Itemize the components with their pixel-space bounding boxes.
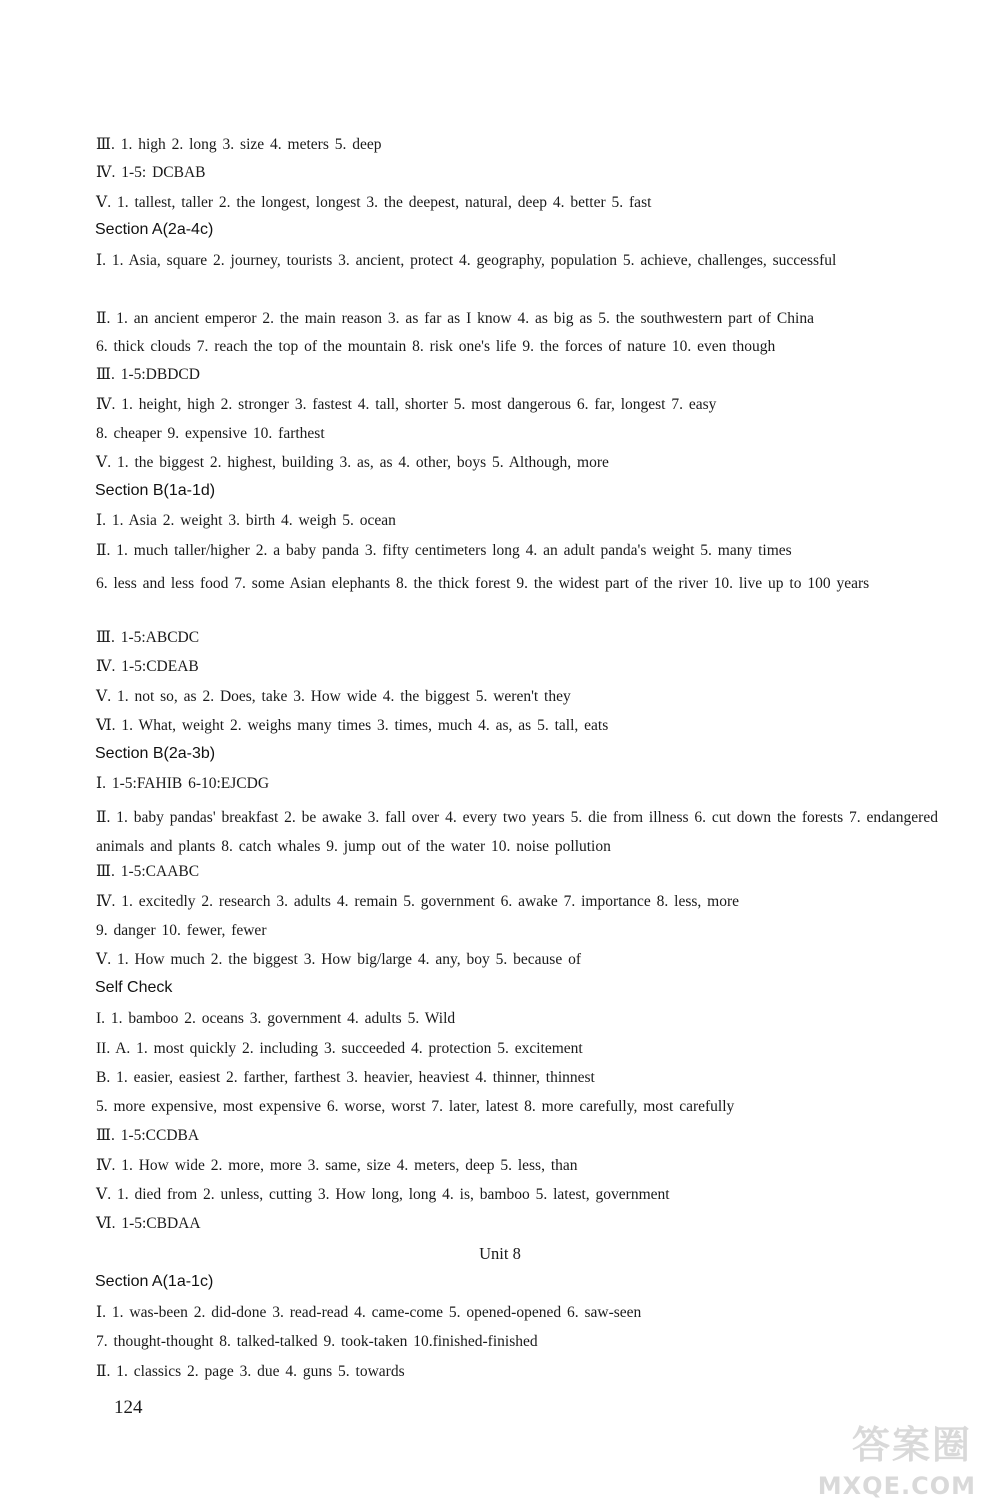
answer-line: Ⅱ. 1. much taller/higher 2. a baby panda 3. fifty centimeters long 4. an adult panda's weight 5. many times [96, 542, 792, 559]
answer-line: 5. more expensive, most expensive 6. worse, worst 7. later, latest 8. more carefully, most carefully [96, 1098, 735, 1115]
answer-line: Ⅰ. 1-5:FAHIB 6-10:EJCDG [96, 775, 270, 792]
section-heading: Section A(1a-1c) [95, 1273, 214, 1290]
answer-line: I. 1. bamboo 2. oceans 3. government 4. adults 5. Wild [96, 1010, 456, 1027]
answer-line: Ⅴ. 1. tallest, taller 2. the longest, longest 3. the deepest, natural, deep 4. better 5. fast [96, 194, 652, 211]
answer-line: 6. thick clouds 7. reach the top of the mountain 8. risk one's life 9. the forces of nature 10. even though [96, 338, 776, 355]
answer-line: Ⅳ. 1. height, high 2. stronger 3. fastest 4. tall, shorter 5. most dangerous 6. far, longest 7. easy [96, 396, 717, 413]
answer-line: Ⅲ. 1-5:CCDBA [96, 1127, 200, 1144]
answer-line: Ⅲ. 1-5:ABCDC [96, 629, 200, 646]
answer-line: Ⅱ. 1. an ancient emperor 2. the main reason 3. as far as I know 4. as big as 5. the southwestern part of China [96, 310, 814, 327]
answer-line: Ⅴ. 1. the biggest 2. highest, building 3. as, as 4. other, boys 5. Although, more [96, 454, 609, 471]
section-heading: Self Check [95, 979, 173, 996]
answer-line: Ⅱ. 1. classics 2. page 3. due 4. guns 5. towards [96, 1363, 405, 1380]
answer-line: Ⅳ. 1-5:CDEAB [96, 658, 199, 675]
answer-line: Ⅰ. 1. was-been 2. did-done 3. read-read 4. came-come 5. opened-opened 6. saw-seen [96, 1304, 642, 1321]
answer-line: Ⅵ. 1. What, weight 2. weighs many times 3. times, much 4. as, as 5. tall, eats [96, 717, 609, 734]
watermark-title: 答案圈 [851, 1423, 972, 1467]
page-number: 124 [114, 1397, 143, 1418]
answer-line: 9. danger 10. fewer, fewer [96, 922, 267, 939]
answer-line: 6. less and less food 7. some Asian elephants 8. the thick forest 9. the widest part of the river 10. live up to 100 years [96, 575, 870, 592]
answer-line: Ⅲ. 1-5:DBDCD [96, 366, 200, 383]
section-heading: Section B(2a-3b) [95, 745, 216, 762]
section-heading: Section B(1a-1d) [95, 482, 216, 499]
answer-line: Ⅲ. 1-5:CAABC [96, 863, 200, 880]
watermark-logo [786, 1422, 982, 1502]
answer-line: Ⅳ. 1-5: DCBAB [96, 164, 206, 181]
answer-line: Ⅴ. 1. How much 2. the biggest 3. How big/large 4. any, boy 5. because of [96, 951, 582, 968]
answer-line: Ⅱ. 1. baby pandas' breakfast 2. be awake 3. fall over 4. every two years 5. die from illness 6. cut down the forests 7. endangered animals and plants 8. catch whales 9. jump out of the water 10. noise pollution [96, 809, 938, 855]
answer-line: Ⅰ. 1. Asia, square 2. journey, tourists 3. ancient, protect 4. geography, population 5. achieve, challenges, successful [96, 252, 837, 269]
answer-line: 7. thought-thought 8. talked-talked 9. took-taken 10.finished-finished [96, 1333, 538, 1350]
answer-line: II. A. 1. most quickly 2. including 3. succeeded 4. protection 5. excitement [96, 1040, 583, 1057]
answer-line: Ⅵ. 1-5:CBDAA [96, 1215, 201, 1232]
answer-line: Ⅴ. 1. died from 2. unless, cutting 3. How long, long 4. is, bamboo 5. latest, government [96, 1186, 670, 1203]
answer-line: 8. cheaper 9. expensive 10. farthest [96, 425, 325, 442]
answer-line: Ⅴ. 1. not so, as 2. Does, take 3. How wide 4. the biggest 5. weren't they [96, 688, 571, 705]
answer-line: Ⅰ. 1. Asia 2. weight 3. birth 4. weigh 5. ocean [96, 512, 396, 529]
watermark-url: MXQE.COM [817, 1472, 976, 1500]
answer-line: B. 1. easier, easiest 2. farther, farthest 3. heavier, heaviest 4. thinner, thinnest [96, 1069, 595, 1086]
unit-title: Unit 8 [479, 1244, 521, 1263]
answer-line: Ⅲ. 1. high 2. long 3. size 4. meters 5. deep [96, 136, 382, 153]
section-heading: Section A(2a-4c) [95, 221, 214, 238]
answer-line: Ⅳ. 1. excitedly 2. research 3. adults 4. remain 5. government 6. awake 7. importance 8. less, more [96, 893, 740, 910]
answer-line: Ⅳ. 1. How wide 2. more, more 3. same, size 4. meters, deep 5. less, than [96, 1157, 578, 1174]
